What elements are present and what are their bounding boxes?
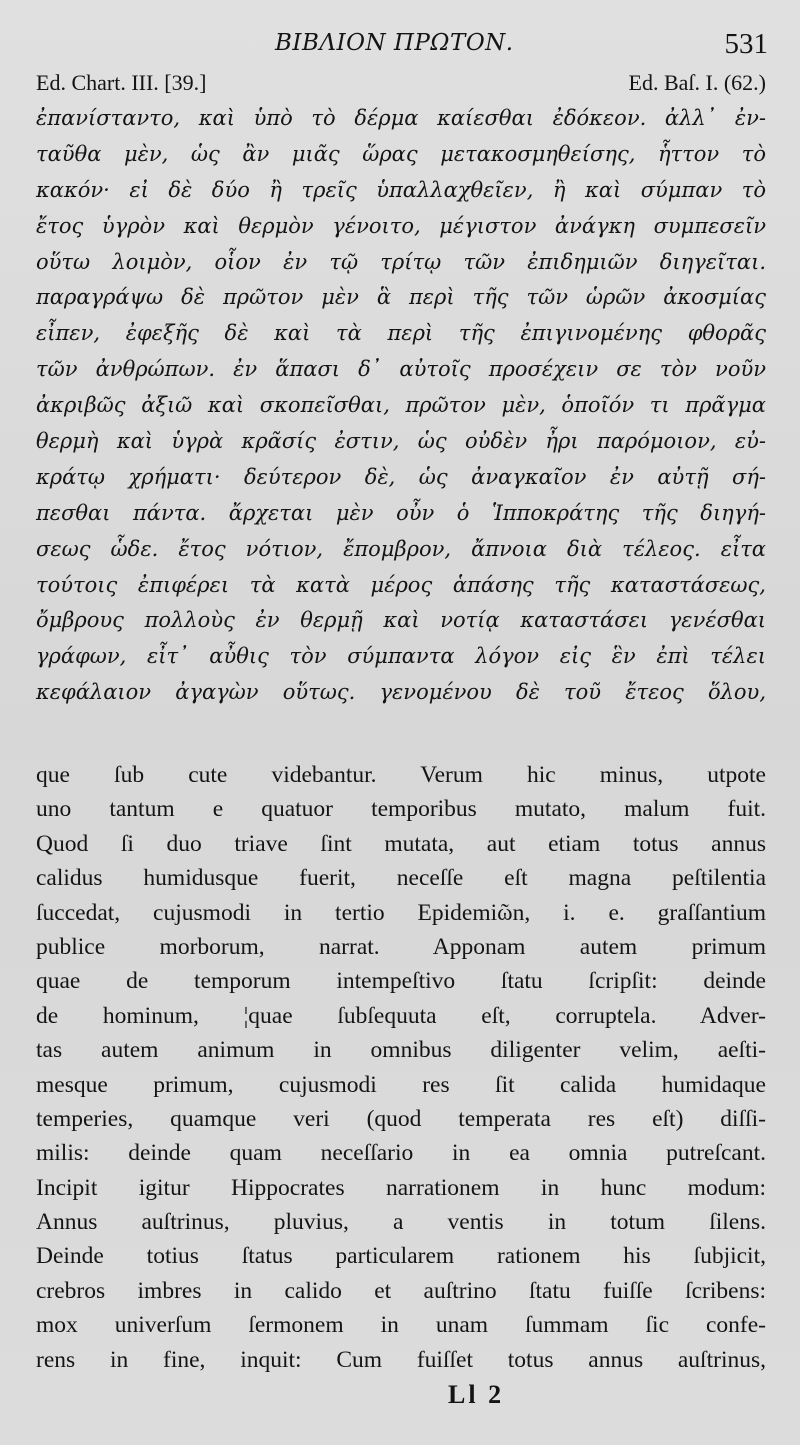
greek-text-line: πεσθαι πάντα. ἄρχεται μὲν οὖν ὁ Ἱπποκράτης τῆς διηγή- [36, 500, 766, 525]
latin-text-line: mox univerſum ſermonem in unam ſummam ſic confe- [36, 1312, 766, 1339]
latin-text-line: publice morborum, narrat. Apponam autem primum [36, 933, 766, 960]
latin-text-line: ſuccedat, cujusmodi in tertio Epidemiῶn, i. e. graſſantium [36, 899, 766, 926]
running-title: ΒΙΒΛΙΟΝ ΠΡΩΤΟΝ. [275, 30, 514, 56]
greek-text-line: ἀκριβῶς ἀξιῶ καὶ σκοπεῖσθαι, πρῶτον μὲν, ὁποῖόν τι πρᾶγμα [36, 393, 766, 418]
latin-text-line: rens in fine, inquit: Cum fuiſſet totus annus auſtrinus, [36, 1346, 766, 1373]
greek-text-line: τούτοις ἐπιφέρει τὰ κατὰ μέρος ἁπάσης τῆς καταστάσεως, [36, 572, 766, 597]
latin-text-line: de hominum, ¦quae ſubſequuta eſt, corruptela. Adver- [36, 1002, 766, 1029]
latin-text-line: mesque primum, cujusmodi res ſit calida humidaque [36, 1071, 766, 1098]
greek-text-block [36, 101, 766, 711]
edition-references [36, 70, 766, 100]
edition-reference-left: Ed. Chart. III. [39.] [36, 70, 207, 95]
latin-text-line: calidus humidusque fuerit, neceſſe eſt magna peſtilentia [36, 865, 766, 892]
latin-text-line: crebros imbres in calido et auſtrino ſtatu fuiſſe ſcribens: [36, 1277, 766, 1304]
latin-text-line: tas autem animum in omnibus diligenter velim, aeſti- [36, 1037, 766, 1064]
latin-text-line: temperies, quamque veri (quod temperata res eſt) diſſi- [36, 1105, 766, 1132]
greek-text-line: κακόν· εἰ δὲ δύο ἢ τρεῖς ὑπαλλαχθεῖεν, ἢ καὶ σύμπαν τὸ [36, 177, 766, 202]
greek-text-line: γράφων, εἶτ᾽ αὖθις τὸν σύμπαντα λόγον εἰς ἓν ἐπὶ τέλει [36, 644, 766, 669]
latin-text-line: Quod ſi duo triave ſint mutata, aut etiam totus annus [36, 830, 766, 857]
latin-text-line: Annus auſtrinus, pluvius, a ventis in totum ſilens. [36, 1209, 766, 1236]
latin-text-line: Deinde totius ſtatus particularem rationem his ſubjicit, [36, 1243, 766, 1270]
running-head [0, 28, 800, 62]
page-number: 531 [724, 28, 768, 60]
greek-text-line: ἔτος ὑγρὸν καὶ θερμὸν γένοιτο, μέγιστον ἀνάγκη συμπεσεῖν [36, 213, 766, 238]
greek-text-line: εἶπεν, ἐφεξῆς δὲ καὶ τὰ περὶ τῆς ἐπιγινομένης φθορᾶς [36, 321, 766, 346]
signature-mark: Ll 2 [448, 1380, 505, 1409]
edition-reference-right: Ed. Baſ. I. (62.) [628, 70, 766, 95]
latin-text-line: uno tantum e quatuor temporibus mutato, malum fuit. [36, 796, 766, 823]
greek-text-line: ταῦθα μὲν, ὡς ἂν μιᾶς ὥρας μετακοσμηθείσης, ἧττον τὸ [36, 141, 766, 166]
latin-text-line: Incipit igitur Hippocrates narrationem in hunc modum: [36, 1174, 766, 1201]
greek-text-line: κράτῳ χρήματι· δεύτερον δὲ, ὡς ἀναγκαῖον ἐν αὐτῇ σή- [36, 464, 766, 489]
greek-text-line: ἐπανίσταντο, καὶ ὑπὸ τὸ δέρμα καίεσθαι ἐδόκεον. ἀλλ᾽ ἐν- [36, 106, 766, 130]
greek-text-line: οὕτω λοιμὸν, οἷον ἐν τῷ τρίτῳ τῶν ἐπιδημιῶν διηγεῖται. [36, 249, 766, 274]
latin-text-line: milis: deinde quam neceſſario in ea omnia putreſcant. [36, 1140, 766, 1167]
greek-text-line: τῶν ἀνθρώπων. ἐν ἅπασι δ᾽ αὐτοῖς προσέχειν σε τὸν νοῦν [36, 357, 766, 382]
greek-text-line: σεως ὧδε. ἔτος νότιον, ἔπομβρον, ἄπνοια διὰ τέλεος. εἶτα [36, 536, 766, 561]
latin-text-line: quae de temporum intempeſtivo ſtatu ſcripſit: deinde [36, 968, 766, 995]
latin-text-line: que ſub cute videbantur. Verum hic minus, utpote [36, 762, 766, 788]
greek-text-line: κεφάλαιον ἀγαγὼν οὕτως. γενομένου δὲ τοῦ ἔτεος ὅλου, [36, 680, 766, 705]
greek-text-line: παραγράψω δὲ πρῶτον μὲν ἃ περὶ τῆς τῶν ὡρῶν ἀκοσμίας [36, 285, 766, 310]
greek-text-line: ὄμβρους πολλοὺς ἐν θερμῇ καὶ νοτίᾳ καταστάσει γενέσθαι [36, 608, 766, 633]
latin-text-block [36, 758, 766, 1377]
greek-text-line: θερμὴ καὶ ὑγρὰ κρᾶσίς ἐστιν, ὡς οὐδὲν ἦρι παρόμοιον, εὐ- [36, 429, 766, 454]
